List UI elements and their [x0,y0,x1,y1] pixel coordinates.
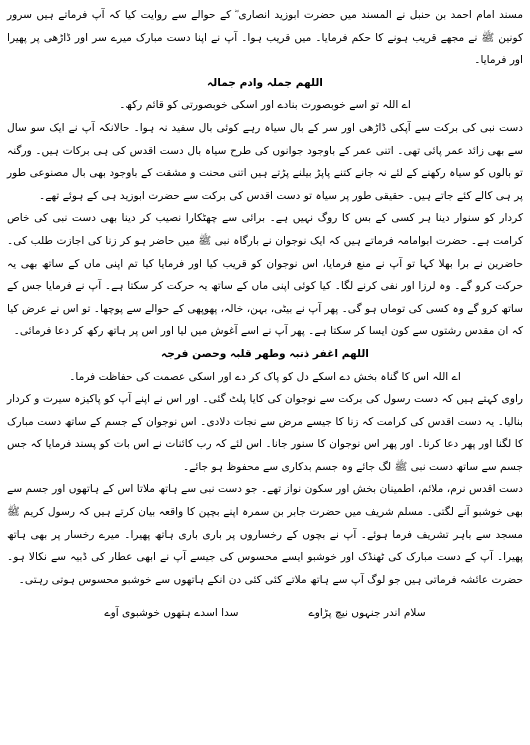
dua-translation-1: اے اللہ تو اسے خوبصورت بنادے اور اسکی خوبصورتی کو قائم رکھ۔ [119,99,411,112]
couplet-first-line: سلام اندر جنہوں نیچ پڑاوے [308,607,426,620]
dua-arabic-1: اللھم جملہ وادم جمالہ [207,76,323,89]
paragraph-intro: مسند امام احمد بن حنبل نے المسند میں حضرت ابوزید انصاری ؓ کے حوالے سے روایت کیا کہ آپ فرماتے ہیں سرور کونین ﷺ نے مجھے قریب ہونے کا حکم فرمایا۔ میں قریب ہوا۔ آپ نے اپنا دست مبارک میرے سر اور ڈاڑھی پر پھیرا اور فرمایا۔ [7,9,523,67]
paragraph-fragrance: دست اقدس نرم، ملائم، اطمینان بخش اور سکون نواز تھے۔ جو دست نبی سے ہاتھ ملاتا اس کے ہاتھوں اور جسم سے بھی خوشبو آنے لگتی۔ مسلم شریف میں حضرت جابر بن سمرہ اپنے بچپن کا واقعہ بیان کرتے ہیں کہ رسول کریم ﷺ مسجد سے باہر تشریف فرما ہوئے۔ آپ نے بچوں کے رخساروں پر باری باری ہاتھ پھیرا۔ میرے رخسار پر بھی ہاتھ پھیرا۔ آپ کے دست مبارک کی ٹھنڈک اور خوشبو ایسے محسوس کی جیسے آپ نے ابھی عطار کی ڈبیہ سے نکالا ہو۔ حضرت عائشہ فرماتی ہیں جو لوگ آپ سے ہاتھ ملاتے کئی کئی دن انکے ہاتھوں سے خوشبو محسوس ہوتی رہتی۔ [7,483,523,586]
poetry-couplet [7,601,523,625]
paragraph-character: کردار کو سنوار دینا ہر کسی کے بس کا روگ نہیں ہے۔ برائی سے چھٹکارا نصیب کر دینا بھی دست نبی کی خاص کرامت ہے۔ حضرت ابوامامہ فرماتے ہیں کہ ایک نوجوان نے بارگاہ نبی ﷺ میں حاضر ہو کر زنا کی اجازت طلب کی۔ حاضرین نے برا بھلا کہا تو آپ نے منع فرمایا، اس نوجوان کو قریب کیا اور فرمایا کیا تم اپنی ماں کے ساتھ بھی یہ حرکت کرو گے۔ وہ لرزا اور نفی کرنے لگا۔ کیا کوئی اپنی ماں کے ساتھ یہ حرکت کر سکتا ہے۔ آپ نے فرمایا جس کے ساتھ کرو گے وہ کسی کی توماں ہو گی۔ پھر آپ نے بیٹی، بہن، خالہ، پھوپھی کے حوالے سے پوچھا۔ تو اس نے عرض کیا کہ ان مقدس رشتوں سے کون ایسا کر سکتا ہے۔ پھر آپ نے اسے آغوش میں لیا اور اس پر ہاتھ رکھ کر دعا فرمائی۔ [7,212,523,338]
paragraph-narrator: راوی کہتے ہیں کہ دست رسول کی برکت سے نوجوان کی کایا پلٹ گئی۔ اور اس نے اپنے آپ کو پاکیزہ سیرت و کردار بنالیا۔ یہ دست اقدس کی کرامت کہ زنا کا جیسے مرض سے نجات دلادی۔ اس نوجوان کے جسم کے ساتھ دست مبارک کا لگنا اور پھر دعا کرنا۔ اور پھر اس نوجوان کا سنور جانا۔ اس لئے کہ رب کائنات نے اس بات کو پسند فرمایا کہ جس جسم سے ساتھ دست نبی ﷺ لگ جائے وہ جسم بدکاری سے محفوظ ہو جائے۔ [7,393,523,473]
dua-arabic-2: اللھم اغفر ذنبہ وطھر قلبہ وحصن فرجہ [161,347,369,360]
paragraph-hair-blessing: دست نبی کی برکت سے آپکی ڈاڑھی اور سر کے بال سیاہ رہے کوئی بال سفید نہ ہوا۔ حالانکہ آپ نے ایک سو سال سے بھی زائد عمر پائی تھی۔ اتنی عمر کے باوجود جوانوں کی طرح سیاہ بال دست اقدس کی ہی برکات ہیں۔ ورگنہ تو بالوں کو سیاہ رکھنے کے لئے نہ جانے کتنے پاپڑ بیلنے پڑتے ہیں اتنی محنت و مشقت کے باوجود بھی بال مصنوعی طور پر ہی کالے کئے جاتے ہیں۔ حقیقی طور پر سیاہ تو دست اقدس کی برکت سے حضرت ابوزید ہی کے ہوئے تھے۔ [7,121,523,202]
couplet-second-line: سدا اسدے ہتھوں خوشبوی آوے [104,607,239,620]
dua-translation-2: اے اللہ اس کا گناہ بخش دے اسکے دل کو پاک کر دے اور اسکی عصمت کی حفاظت فرما۔ [69,370,461,383]
